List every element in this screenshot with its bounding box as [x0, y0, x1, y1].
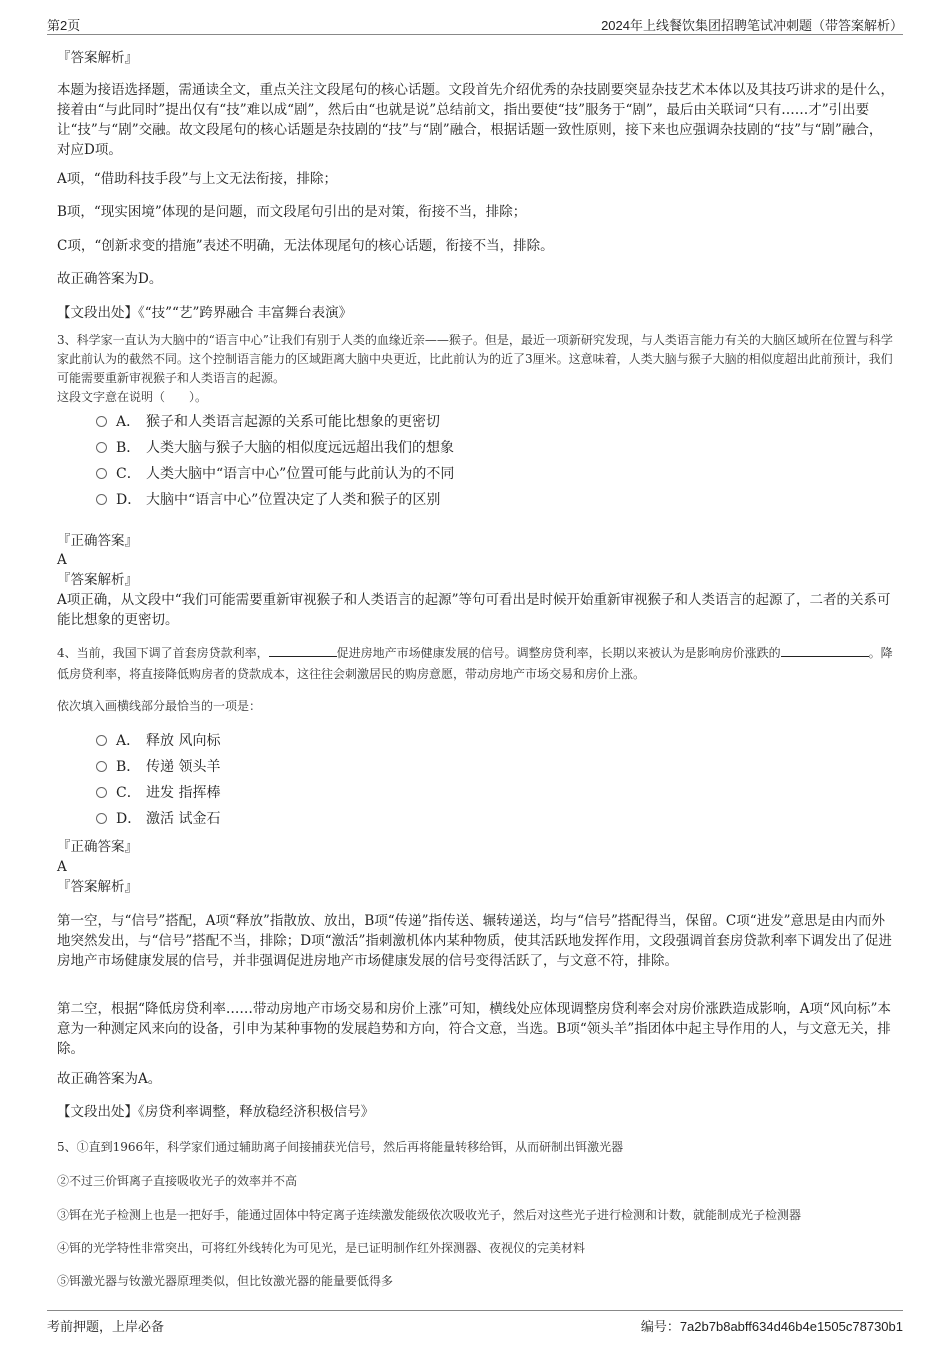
source-4: 【文段出处】《房贷利率调整，释放稳经济积极信号》 — [57, 1104, 375, 1120]
q4-analysis-para-1: 第一空，与“信号”搭配，A项“释放”指散放、放出，B项“传递”指传送、辗转递送，均与“信号”搭配得当，保留。C项“进发”意思是由内而外地突然发出，与“信号”搭配不当，排除；D项“激活”指刺激机体内某种物质，使其活跃地发挥作用，文段强调首套房贷款利率下调发出了促进房地产市场健康发展的信号，并非强调促进房地产市场健康发展的信号变得活跃了，与文意不符，排除。 — [57, 913, 892, 969]
analysis-option-b: B项，“现实困境”体现的是问题，而文段尾句引出的是对策，衔接不当，排除； — [57, 204, 527, 220]
radio-icon[interactable] — [96, 735, 107, 746]
question-3-stem: 3、科学家一直认为大脑中的“语言中心”让我们有别于人类的血缘近亲——猴子。但是，最近一项新研究发现，与人类语言能力有关的大脑区域所在位置与科学家此前认为的截然不同。这个控制语言能力的区域距离大脑中央更近，比此前认为的近了3厘米。这意味着，人类大脑与猴子大脑的相似度超出此前预计，我们可能需要重新审视猴子和人类语言的起源。 — [57, 333, 893, 385]
radio-icon[interactable] — [96, 787, 107, 798]
radio-icon[interactable] — [96, 468, 107, 479]
question-3-ask: 这段文字意在说明（ ）。 — [57, 390, 208, 404]
q5-sentence-4: ④铒的光学特性非常突出，可将红外线转化为可见光，是已证明制作红外探测器、夜视仪的完美材料 — [57, 1241, 586, 1255]
source-1: 【文段出处】《“技”“艺”跨界融合 丰富舞台表演》 — [57, 305, 353, 321]
radio-icon[interactable] — [96, 761, 107, 772]
q5-sentence-1: 5、①直到1966年，科学家们通过辅助离子间接捕获光信号，然后再将能量转移给铒，从而研制出铒激光器 — [57, 1140, 624, 1154]
q4-option-b[interactable]: B． 传递 领头羊 — [96, 757, 220, 777]
q4-option-c[interactable]: C． 进发 指挥棒 — [96, 783, 220, 803]
document-title: 2024年上线餐饮集团招聘笔试冲刺题（带答案解析） — [601, 18, 903, 33]
q4-analysis-para-2: 第二空，根据“降低房贷利率……带动房地产市场交易和房价上涨”可知，横线处应体现调整房贷利率会对房价涨跌造成影响，A项“风向标”本意为一种测定风来向的设备，引申为某种事物的发展趋势和方向，符合文意，当选。B项“领头羊”指团体中起主导作用的人，与文意无关，排除。 — [57, 1001, 891, 1057]
blank-1 — [269, 644, 337, 657]
q3-analysis-label: 『答案解析』 — [57, 572, 138, 588]
radio-icon[interactable] — [96, 494, 107, 505]
q4-option-d[interactable]: D． 激活 试金石 — [96, 809, 220, 829]
q3-analysis: A项正确，从文段中“我们可能需要重新审视猴子和人类语言的起源”等句可看出是时候开始重新审视猴子和人类语言的起源了，二者的关系可能比想象的更密切。 — [57, 592, 891, 628]
page-number: 第2页 — [47, 18, 81, 33]
radio-icon[interactable] — [96, 813, 107, 824]
q3-option-c[interactable]: C． 人类大脑中“语言中心”位置可能与此前认为的不同 — [96, 464, 454, 484]
question-4-ask: 依次填入画横线部分最恰当的一项是： — [57, 699, 262, 713]
q4-answer-label: 『正确答案』 — [57, 839, 138, 855]
analysis-option-a: A项，“借助科技手段”与上文无法衔接，排除； — [57, 171, 338, 187]
footer-slogan: 考前押题，上岸必备 — [47, 1319, 165, 1334]
question-4-stem: 4、当前，我国下调了首套房贷款利率， 促进房地产市场健康发展的信号。调整房贷利率，长期以来被认为是影响房价涨跌的 。降低房贷利率，将直接降低购房者的贷款成本，这往往会刺激居民的购房意愿，带动房地产市场交易和房价上涨。 — [57, 646, 893, 681]
q3-option-b[interactable]: B． 人类大脑与猴子大脑的相似度远远超出我们的想象 — [96, 438, 454, 458]
blank-2 — [781, 644, 869, 657]
radio-icon[interactable] — [96, 416, 107, 427]
q5-sentence-5: ⑤铒激光器与钕激光器原理类似，但比钕激光器的能量要低得多 — [57, 1274, 394, 1288]
conclusion-1: 故正确答案为D。 — [57, 271, 163, 287]
q4-analysis-label: 『答案解析』 — [57, 879, 138, 895]
page-footer — [47, 1310, 903, 1333]
conclusion-4: 故正确答案为A。 — [57, 1071, 162, 1087]
q5-sentence-2: ②不过三价铒离子直接吸收光子的效率并不高 — [57, 1174, 298, 1188]
q4-option-a[interactable]: A． 释放 风向标 — [96, 731, 220, 751]
q3-option-d[interactable]: D． 大脑中“语言中心”位置决定了人类和猴子的区别 — [96, 490, 440, 510]
analysis-text-1: 本题为接语选择题，需通读全文，重点关注文段尾句的核心话题。文段首先介绍优秀的杂技剧要突显杂技艺术本体以及其技巧讲求的是什么，接着由“与此同时”提出仅有“技”难以成“剧”，然后由“也就是说”总结前文，指出要使“技”服务于“剧”，最后由关联词“只有……才”引出要让“技”与“剧”交融。故文段尾句的核心话题是杂技剧的“技”与“剧”融合，根据话题一致性原则，接下来也应强调杂技剧的“技”与“剧”融合，对应D项。 — [57, 82, 894, 158]
q3-option-a[interactable]: A． 猴子和人类语言起源的关系可能比想象的更密切 — [96, 412, 440, 432]
analysis-option-c: C项，“创新求变的措施”表述不明确，无法体现尾句的核心话题，衔接不当，排除。 — [57, 238, 554, 254]
q3-answer-label: 『正确答案』 — [57, 533, 138, 549]
q5-sentence-3: ③铒在光子检测上也是一把好手，能通过固体中特定离子连续激发能级依次吸收光子，然后对这些光子进行检测和计数，就能制成光子检测器 — [57, 1208, 802, 1222]
document-code: 编号：7a2b7b8abff634d46b4e1505c78730b1 — [640, 1319, 903, 1334]
q4-answer: A — [57, 859, 67, 875]
q3-answer: A — [57, 552, 67, 568]
page-header — [47, 14, 903, 35]
analysis-label-1: 『答案解析』 — [57, 50, 138, 66]
radio-icon[interactable] — [96, 442, 107, 453]
